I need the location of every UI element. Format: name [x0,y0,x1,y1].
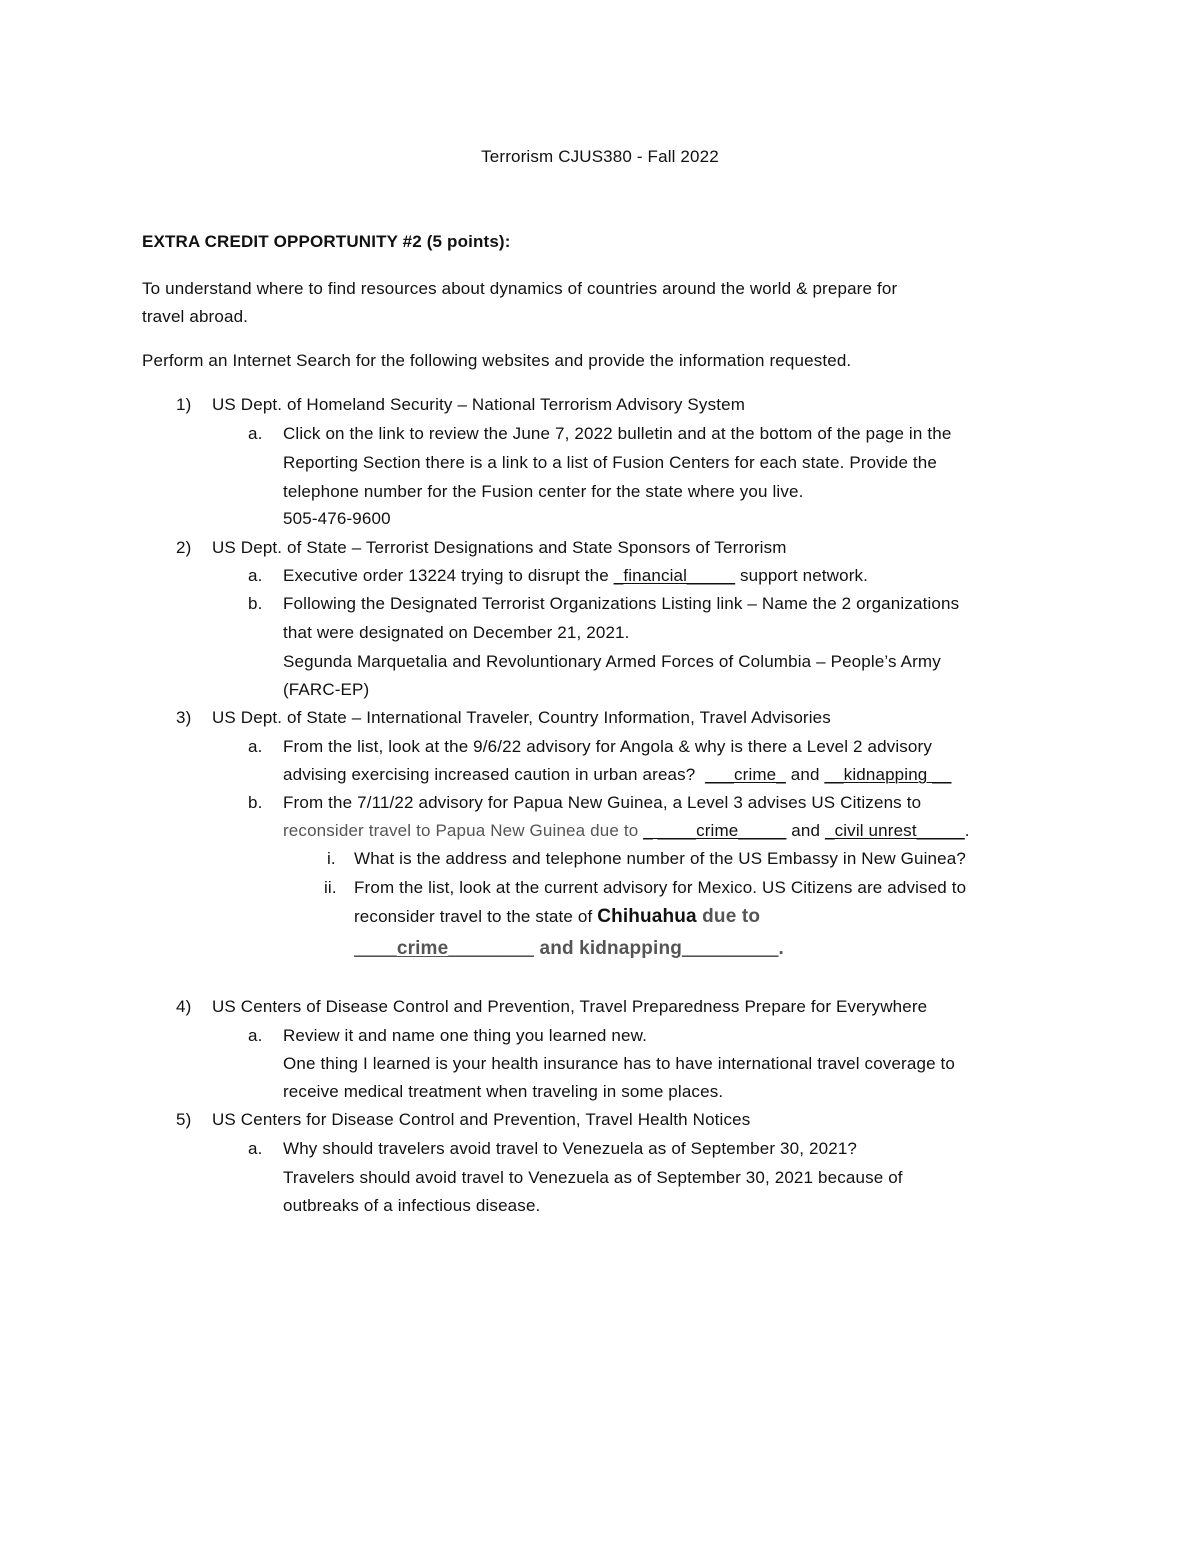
item-1a-mark: a. [248,424,263,443]
item-2a-text-end: support network. [735,566,869,585]
item-3b-line-1: From the 7/11/22 advisory for Papua New Guinea, a Level 3 advises US Citizens to [283,793,922,812]
item-3-ii-state: Chihuahua [597,906,697,927]
item-4a-question: Review it and name one thing you learned new. [283,1026,647,1045]
item-3-ii-line-2 [354,906,760,928]
item-3-ii-blank-1: ____crime________ [354,938,535,959]
item-3a-mark: a. [248,737,263,756]
item-5-title: US Centers for Disease Control and Prevention, Travel Health Notices [212,1110,751,1129]
item-3-ii-due-to: due to [696,906,761,927]
item-4a-mark: a. [248,1026,263,1045]
item-1a-line-1: Click on the link to review the June 7, 2022 bulletin and at the bottom of the page in the [283,424,952,443]
item-2a-mark: a. [248,566,263,585]
instructions: Perform an Internet Search for the following websites and provide the information requested. [142,351,852,370]
item-3-ii-mark: ii. [324,878,337,897]
item-4a-answer-2: receive medical treatment when traveling in some places. [283,1082,724,1101]
item-5a-mark: a. [248,1139,263,1158]
item-2a-text: Executive order 13224 trying to disrupt the [283,566,614,585]
item-3-ii-blank-2: _________ [681,938,779,959]
item-2-title: US Dept. of State – Terrorist Designations and State Sponsors of Terrorism [212,538,787,557]
item-3-i-mark: i. [327,849,336,868]
item-3-ii-line-3 [354,938,784,960]
item-3a-and: and [785,765,825,784]
item-3-ii-and-kidnapping: and kidnapping [534,938,682,959]
purpose-line-1: To understand where to find resources about dynamics of countries around the world & prepare for [142,279,898,298]
item-2-number: 2) [176,538,192,557]
item-3-number: 3) [176,708,192,727]
item-3a-blank-2: __kidnapping __ [824,765,952,784]
item-1a-answer: 505-476-9600 [283,509,391,528]
item-3-ii-line-1: From the list, look at the current advisory for Mexico. US Citizens are advised to [354,878,967,897]
item-2b-mark: b. [248,594,263,613]
item-2a-answer-blank: _financial_____ [613,566,736,585]
item-2b-line-2: that were designated on December 21, 2021. [283,623,630,642]
item-3b-text: reconsider travel to Papua New Guinea due to [283,821,644,840]
item-4-number: 4) [176,997,192,1016]
item-3-ii-period: . [778,938,784,959]
item-1-number: 1) [176,395,192,414]
item-1-title: US Dept. of Homeland Security – National Terrorism Advisory System [212,395,746,414]
item-3b-line-2 [283,820,970,842]
item-2b-answer-1: Segunda Marquetalia and Revoluntionary Armed Forces of Columbia – People’s Army [283,652,941,671]
item-5-number: 5) [176,1110,192,1129]
item-4-title: US Centers of Disease Control and Prevention, Travel Preparedness Prepare for Everywhere [212,997,928,1016]
item-2a-line [283,565,868,587]
item-4a-answer-1: One thing I learned is your health insurance has to have international travel coverage to [283,1054,956,1073]
item-2b-answer-2: (FARC-EP) [283,680,370,699]
item-3b-period: . [964,821,970,840]
item-3-i-text: What is the address and telephone number of the US Embassy in New Guinea? [354,849,966,868]
item-5a-question: Why should travelers avoid travel to Venezuela as of September 30, 2021? [283,1139,858,1158]
item-2b-line-1: Following the Designated Terrorist Organizations Listing link – Name the 2 organizations [283,594,960,613]
item-3b-and: and [786,821,825,840]
purpose-line-2: travel abroad. [142,307,249,326]
item-1a-line-3: telephone number for the Fusion center for the state where you live. [283,482,804,501]
item-3b-mark: b. [248,793,263,812]
item-5a-answer-1: Travelers should avoid travel to Venezuela as of September 30, 2021 because of [283,1168,903,1187]
item-3-ii-text: reconsider travel to the state of [354,907,598,926]
item-3b-blank-1: _ ____crime_____ [643,821,787,840]
item-3a-blank-1: ___crime_ [705,765,786,784]
item-1a-line-2: Reporting Section there is a link to a list of Fusion Centers for each state. Provide the [283,453,938,472]
item-3a-text: advising exercising increased caution in urban areas? [283,765,706,784]
item-3a-line-2 [283,764,952,786]
item-5a-answer-2: outbreaks of a infectious disease. [283,1196,541,1215]
page-title: EXTRA CREDIT OPPORTUNITY #2 (5 points): [142,232,511,251]
item-3-title: US Dept. of State – International Traveler, Country Information, Travel Advisories [212,708,831,727]
item-3a-line-1: From the list, look at the 9/6/22 advisory for Angola & why is there a Level 2 advisory [283,737,932,756]
item-3b-blank-2: _civil unrest_____ [824,821,965,840]
document-header: Terrorism CJUS380 - Fall 2022 [481,147,719,166]
